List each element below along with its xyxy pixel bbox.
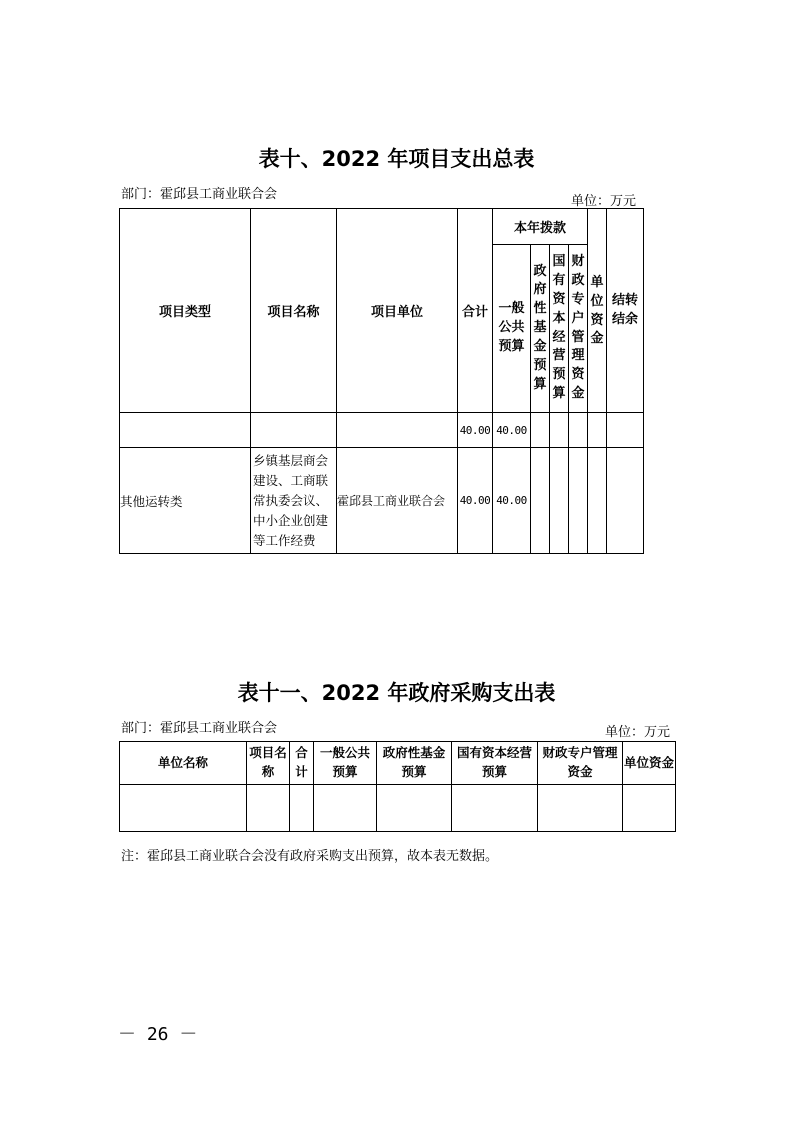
header-gov-fund-budget: 政府性基金预算 (531, 245, 550, 413)
empty-cell (290, 785, 314, 832)
header-fiscal-special-account: 财政专户管理资金 (569, 245, 588, 413)
header-project-unit: 项目单位 (337, 209, 458, 413)
cell-project-unit (337, 413, 458, 448)
empty-cell (538, 785, 623, 832)
cell-project-name: 乡镇基层商会建设、工商联常执委会议、中小企业创建等工作经费 (251, 448, 337, 554)
cell-project-type (120, 413, 251, 448)
header-general-public-budget: 一般公共预算 (493, 245, 531, 413)
cell-total: 40.00 (458, 448, 493, 554)
table-row (120, 448, 644, 554)
header-state-capital-budget: 国有资本经营预算 (452, 742, 538, 785)
table10-department: 部门：霍邱县工商业联合会 (121, 187, 278, 202)
table11-unit: 单位：万元 (605, 725, 671, 740)
header-project-type: 项目类型 (120, 209, 251, 413)
cell-unit-funds (588, 448, 607, 554)
table11-department: 部门：霍邱县工商业联合会 (121, 721, 278, 736)
header-state-capital-budget: 国有资本经营预算 (550, 245, 569, 413)
header-gov-fund-budget: 政府性基金预算 (377, 742, 452, 785)
header-fiscal-special-account: 财政专户管理资金 (538, 742, 623, 785)
cell-state-capital (550, 413, 569, 448)
cell-total: 40.00 (458, 413, 493, 448)
cell-gov-fund (531, 448, 550, 554)
header-project-name: 项目名称 (251, 209, 337, 413)
header-current-year-appropriation: 本年拨款 (493, 209, 588, 245)
header-unit-funds: 单位资金 (588, 209, 607, 413)
cell-project-name (251, 413, 337, 448)
header-total: 合计 (458, 209, 493, 413)
project-expenditure-table (119, 208, 644, 554)
cell-fiscal-special (569, 448, 588, 554)
table-row (120, 785, 676, 832)
header-unit-name: 单位名称 (120, 742, 247, 785)
cell-project-type: 其他运转类 (120, 448, 251, 554)
cell-carryover (607, 448, 644, 554)
cell-project-unit: 霍邱县工商业联合会 (337, 448, 458, 554)
cell-state-capital (550, 448, 569, 554)
cell-general-public: 40.00 (493, 413, 531, 448)
cell-general-public: 40.00 (493, 448, 531, 554)
header-project-name: 项目名称 (247, 742, 290, 785)
table11-title: 表十一、2022 年政府采购支出表 (237, 681, 556, 705)
empty-cell (377, 785, 452, 832)
table10-unit: 单位：万元 (571, 194, 637, 209)
empty-cell (120, 785, 247, 832)
page-number: － 26 － (118, 1024, 198, 1045)
header-general-public-budget: 一般公共预算 (314, 742, 377, 785)
table-row (120, 413, 644, 448)
empty-cell (452, 785, 538, 832)
cell-unit-funds (588, 413, 607, 448)
table10-title: 表十、2022 年项目支出总表 (258, 147, 535, 171)
header-total: 合计 (290, 742, 314, 785)
cell-fiscal-special (569, 413, 588, 448)
empty-cell (623, 785, 676, 832)
cell-gov-fund (531, 413, 550, 448)
gov-procurement-table (119, 741, 676, 832)
header-carryover: 结转结余 (607, 209, 644, 413)
empty-cell (247, 785, 290, 832)
table11-note: 注：霍邱县工商业联合会没有政府采购支出预算，故本表无数据。 (121, 849, 499, 864)
cell-carryover (607, 413, 644, 448)
empty-cell (314, 785, 377, 832)
header-unit-funds: 单位资金 (623, 742, 676, 785)
